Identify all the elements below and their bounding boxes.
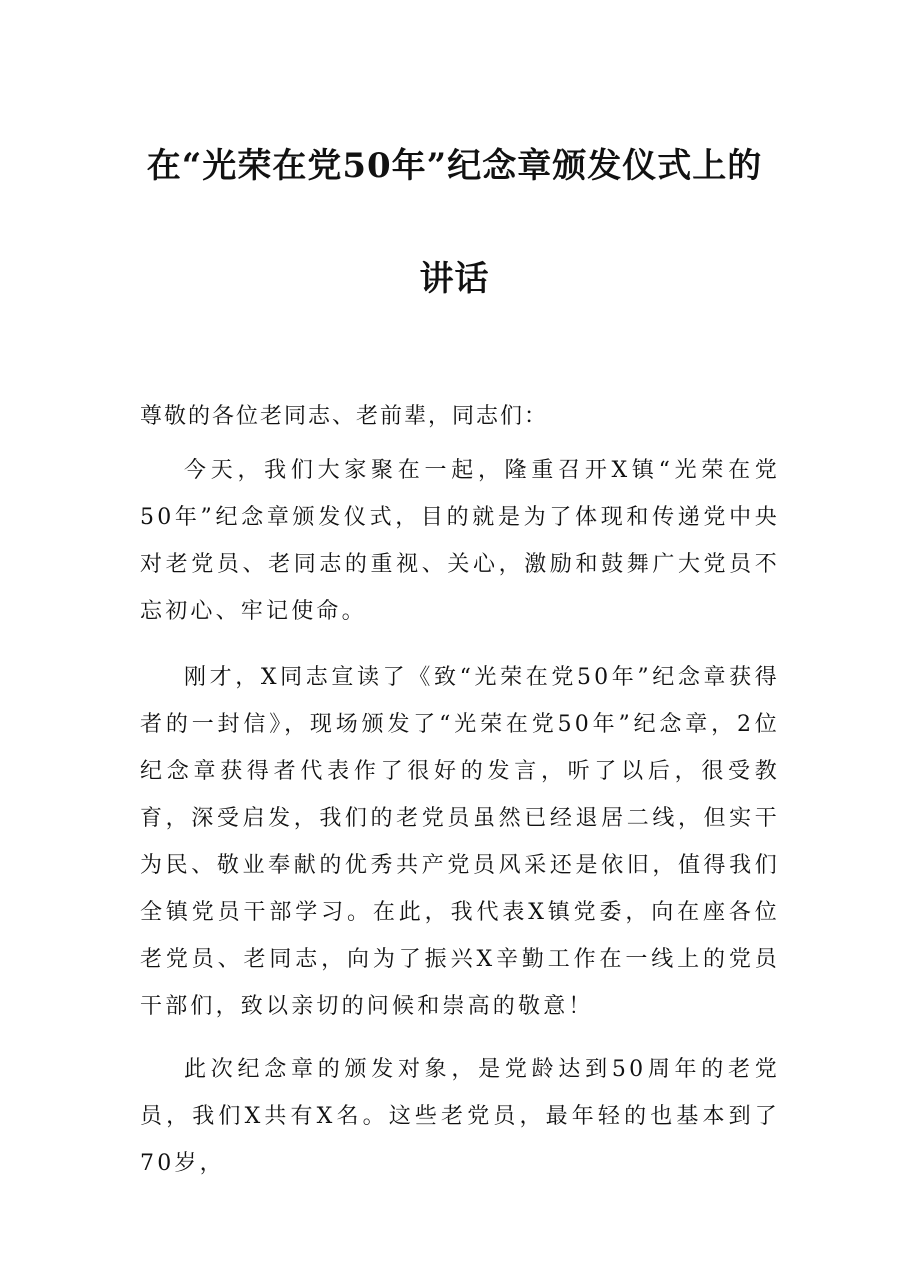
salutation: 尊敬的各位老同志、老前辈，同志们： [140,404,549,429]
paragraph: 刚才，X同志宣读了《致“光荣在党50年”纪念章获得者的一封信》，现场颁发了“光荣在党50年”纪念章，2位纪念章获得者代表作了很好的发言，听了以后，很受教育，深受启发，我们的老党员虽然已经退居二线，但实干为民、敬业奉献的优秀共产党员风采还是依旧，值得我们全镇党员干部学习。在此，我代表X镇党委，向在座各位老党员、老同志，向为了振兴X辛勤工作在一线上的党员干部们，致以亲切的问候和崇高的敬意！ [140,665,780,1019]
paragraph: 今天，我们大家聚在一起，隆重召开X镇“光荣在党50年”纪念章颁发仪式，目的就是为了体现和传递党中央对老党员、老同志的重视、关心，激励和鼓舞广大党员不忘初心、牢记使命。 [140,458,780,624]
paragraph-1-block [140,447,780,635]
document-title-line-2: 讲话 [419,259,490,299]
paragraph-2-block [140,654,780,1030]
document-title-line-1: 在“光荣在党50年”纪念章颁发仪式上的 [146,146,763,186]
paragraph-3-block [140,1046,780,1187]
paragraph: 此次纪念章的颁发对象，是党龄达到50周年的老党员，我们X共有X名。这些老党员，最年轻的也基本到了70岁， [140,1057,780,1176]
